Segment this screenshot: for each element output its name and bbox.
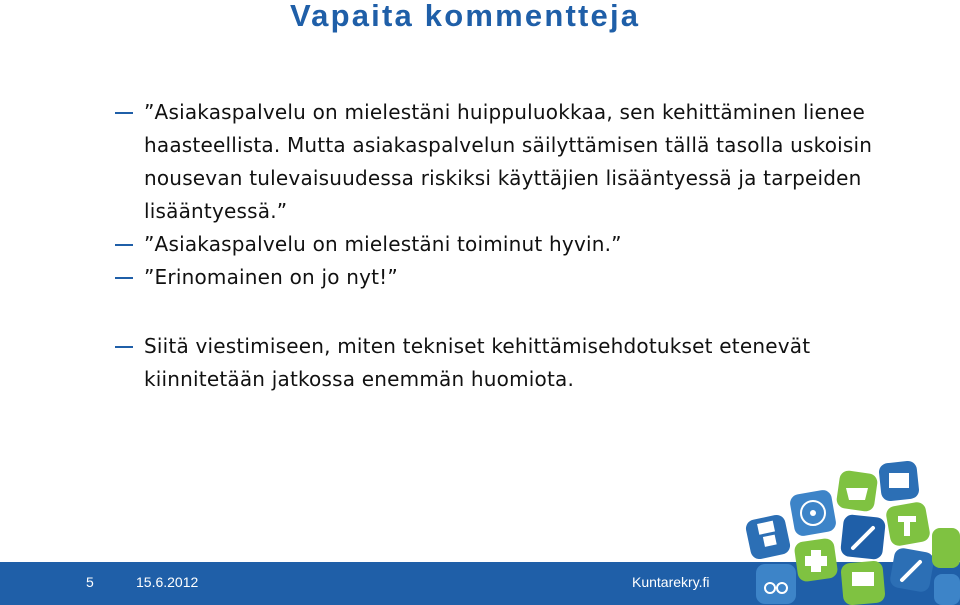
bullet-text: ”Asiakaspalvelu on mielestäni huippuluokkaa, sen kehittäminen lienee haasteellista. Mutta asiakaspalvelun säilyttämisen tällä tasolla uskoisin nousevan tulevaisuudessa riskiksi käyttäjien lisääntyessä ja tarpeiden lisääntyessä.” [144, 100, 873, 223]
bullet-text: ”Asiakaspalvelu on mielestäni toiminut hyvin.” [144, 232, 622, 256]
logo-tile-cluster [744, 460, 960, 605]
page-number: 5 [86, 574, 94, 590]
scissors-icon [756, 564, 796, 604]
bullet-dash [115, 277, 133, 279]
slide-title: Vapaita kommentteja [290, 0, 641, 33]
bullet-dash [115, 346, 133, 348]
bullet-dash [115, 244, 133, 246]
bullet-text: Siitä viestimiseen, miten tekniset kehittämisehdotukset etenevät kiinnitetään jatkossa enemmän huomiota. [144, 334, 811, 391]
bullet-dash [115, 112, 133, 114]
bullet-item [115, 261, 915, 294]
bullet-item [115, 228, 915, 261]
slide-date: 15.6.2012 [136, 574, 199, 590]
bullet-item [115, 330, 915, 396]
kuntarekry-logo [648, 452, 960, 605]
bullet-text: ”Erinomainen on jo nyt!” [144, 265, 398, 289]
brand-name: Kuntarekry.fi [632, 574, 710, 590]
bullet-list [115, 96, 915, 396]
logo-edge-tile [934, 574, 960, 605]
bullet-item [115, 96, 915, 228]
logo-edge-tile [932, 528, 960, 568]
